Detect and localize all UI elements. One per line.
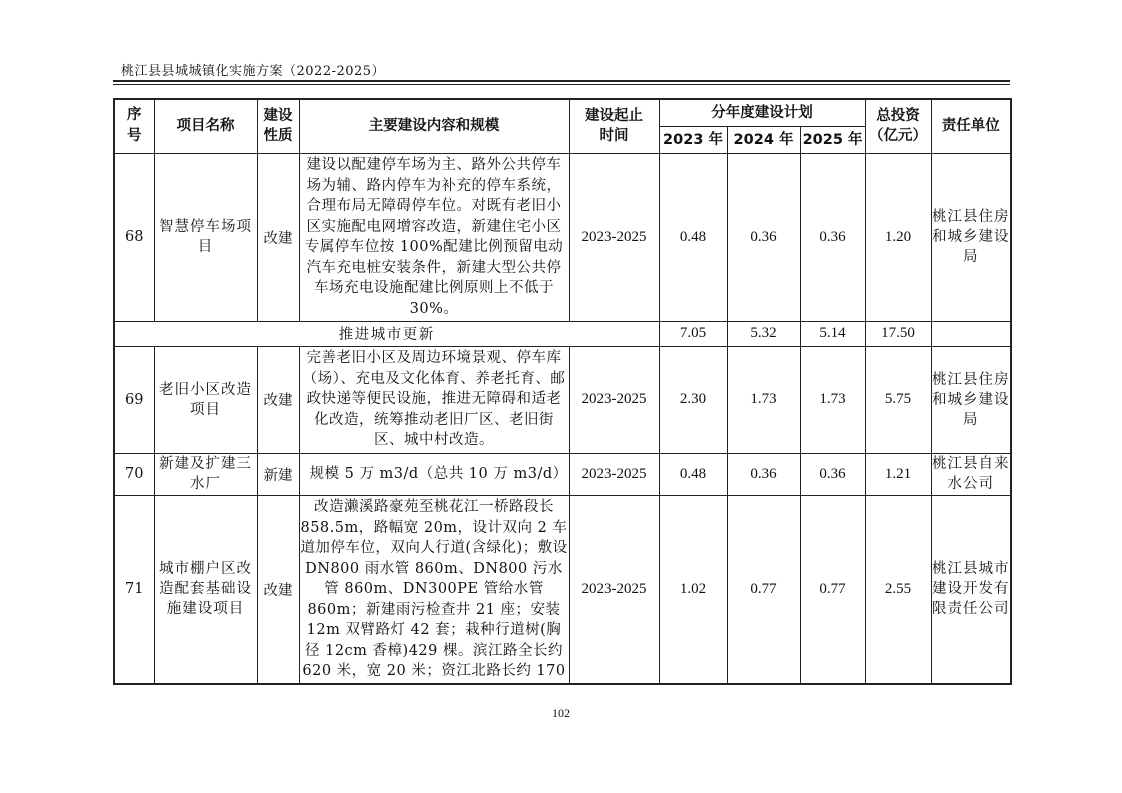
row-2023: 0.48: [659, 453, 727, 495]
row-content: 建设以配建停车场为主、路外公共停车场为辅、路内停车为补充的停车系统，合理布局无障碍停车位。对既有老旧小区实施配电网增容改造，新建住宅小区专属停车位按 100%配建比例预留电动汽车充电桩安装条件，新建大型公共停车场充电设施配建比例原则上不低于 30%。: [299, 153, 569, 321]
row-2024: 0.77: [727, 495, 800, 684]
row-unit: 桃江县自来水公司: [931, 453, 1011, 495]
subtotal-label: 推进城市更新: [114, 321, 659, 346]
row-total: 1.21: [865, 453, 931, 495]
header-name: 项目名称: [154, 99, 257, 153]
header-rule-thin: [113, 84, 1010, 85]
subtotal-2024: 5.32: [727, 321, 800, 346]
row-project-name: 智慧停车场项目: [154, 153, 257, 321]
row-2023: 1.02: [659, 495, 727, 684]
row-project-name: 老旧小区改造项目: [154, 346, 257, 453]
header-unit: 责任单位: [931, 99, 1011, 153]
subtotal-2025: 5.14: [800, 321, 865, 346]
header-period: 建设起止时间: [569, 99, 659, 153]
row-2025: 0.36: [800, 153, 865, 321]
subtotal-total: 17.50: [865, 321, 931, 346]
subtotal-2023: 7.05: [659, 321, 727, 346]
row-seq: 70: [114, 453, 154, 495]
header-nature: 建设性质: [257, 99, 299, 153]
row-project-name: 城市棚户区改造配套基础设施建设项目: [154, 495, 257, 684]
row-2024: 0.36: [727, 453, 800, 495]
row-content: 改造濑溪路豪苑至桃花江一桥路段长 858.5m，路幅宽 20m，设计双向 2 车道加停车位，双向人行道(含绿化)；敷设 DN800 雨水管 860m、DN800 污水管 860m、DN300PE 管给水管 860m；新建雨污检查井 21 座；安装 12m 双臂路灯 42 套；栽种行道树(胸径 12cm 香樟)429 棵。滨江路全长约 620 米，宽 20 米；资江北路长约 170: [299, 495, 569, 684]
header-annual-plan: 分年度建设计划: [659, 99, 865, 126]
header-year-2025: 2025 年: [800, 126, 865, 153]
row-unit: 桃江县城市建设开发有限责任公司: [931, 495, 1011, 684]
subtotal-row: [114, 321, 1011, 346]
row-2025: 1.73: [800, 346, 865, 453]
row-unit: 桃江县住房和城乡建设局: [931, 153, 1011, 321]
subtotal-unit-empty: [931, 321, 1011, 346]
header-content: 主要建设内容和规模: [299, 99, 569, 153]
table-row: [114, 346, 1011, 453]
table-row: [114, 153, 1011, 321]
row-nature: 改建: [257, 346, 299, 453]
row-nature: 新建: [257, 453, 299, 495]
row-2025: 0.77: [800, 495, 865, 684]
row-2023: 2.30: [659, 346, 727, 453]
row-nature: 改建: [257, 495, 299, 684]
table-row: [114, 495, 1011, 684]
row-seq: 68: [114, 153, 154, 321]
header-year-2023: 2023 年: [659, 126, 727, 153]
row-2024: 0.36: [727, 153, 800, 321]
row-content: 规模 5 万 m3/d（总共 10 万 m3/d）: [299, 453, 569, 495]
row-total: 1.20: [865, 153, 931, 321]
row-total: 2.55: [865, 495, 931, 684]
header-seq: 序号: [114, 99, 154, 153]
row-nature: 改建: [257, 153, 299, 321]
row-2024: 1.73: [727, 346, 800, 453]
row-unit: 桃江县住房和城乡建设局: [931, 346, 1011, 453]
project-plan-table: [113, 98, 1012, 685]
row-period: 2023-2025: [569, 453, 659, 495]
page-number: 102: [552, 706, 570, 720]
table-row: [114, 453, 1011, 495]
document-header-title: 桃江县县城城镇化实施方案（2022-2025）: [121, 64, 386, 79]
row-content: 完善老旧小区及周边环境景观、停车库（场）、充电及文化体育、养老托育、邮政快递等便民设施，推进无障碍和适老化改造，统筹推动老旧厂区、老旧街区、城中村改造。: [299, 346, 569, 453]
row-seq: 69: [114, 346, 154, 453]
row-period: 2023-2025: [569, 346, 659, 453]
row-2025: 0.36: [800, 453, 865, 495]
header-total: 总投资（亿元）: [865, 99, 931, 153]
row-period: 2023-2025: [569, 153, 659, 321]
row-project-name: 新建及扩建三水厂: [154, 453, 257, 495]
header-year-2024: 2024 年: [727, 126, 800, 153]
row-period: 2023-2025: [569, 495, 659, 684]
row-total: 5.75: [865, 346, 931, 453]
row-2023: 0.48: [659, 153, 727, 321]
row-seq: 71: [114, 495, 154, 684]
header-rule: [113, 80, 1010, 82]
